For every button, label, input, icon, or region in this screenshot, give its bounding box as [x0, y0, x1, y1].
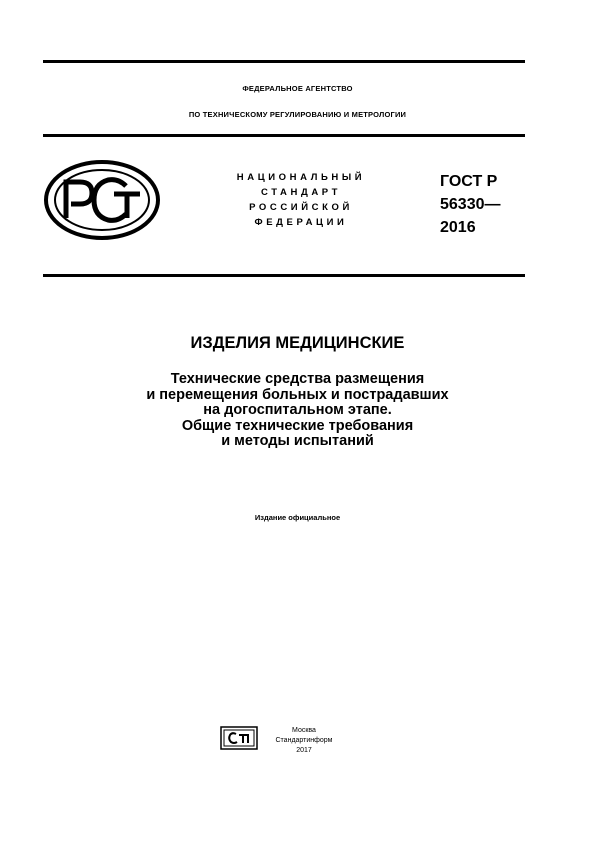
subtitle-line: Общие технические требования [181, 417, 414, 434]
designation-line: 2016 [440, 219, 476, 236]
top-rule [43, 60, 525, 63]
national-line: СТАНДАРТ [261, 187, 341, 198]
document-subtitle [0, 372, 595, 450]
subtitle-line: и перемещения больных и пострадавших [146, 386, 449, 403]
standard-designation [440, 170, 501, 239]
document-title: ИЗДЕЛИЯ МЕДИЦИНСКИЕ [190, 334, 405, 352]
national-standard-label [196, 170, 406, 230]
edition-label: Издание официальное [254, 513, 341, 522]
rst-certification-mark-icon [44, 160, 160, 240]
agency-line-2: ПО ТЕХНИЧЕСКОМУ РЕГУЛИРОВАНИЮ И МЕТРОЛОГИИ [188, 110, 407, 119]
national-line: НАЦИОНАЛЬНЫЙ [236, 172, 366, 183]
designation-line: 56330— [440, 196, 501, 213]
subtitle-line: и методы испытаний [221, 433, 374, 449]
imprint-year: 2017 [296, 747, 312, 754]
subtitle-line: Технические средства размещения [170, 371, 425, 387]
subtitle-line: на догоспитальном этапе. [203, 402, 392, 418]
agency-line-1: ФЕДЕРАЛЬНОЕ АГЕНТСТВО [242, 84, 353, 93]
national-line: РОССИЙСКОЙ [249, 202, 353, 213]
designation-line: ГОСТ Р [440, 173, 498, 190]
national-line: ФЕДЕРАЦИИ [254, 217, 348, 228]
header-rule [43, 134, 525, 137]
imprint-city: Москва [292, 727, 316, 734]
imprint [268, 726, 340, 756]
imprint-publisher: Стандартинформ [275, 737, 333, 744]
divider-rule [43, 274, 525, 277]
standartinform-logo-icon [220, 726, 258, 750]
